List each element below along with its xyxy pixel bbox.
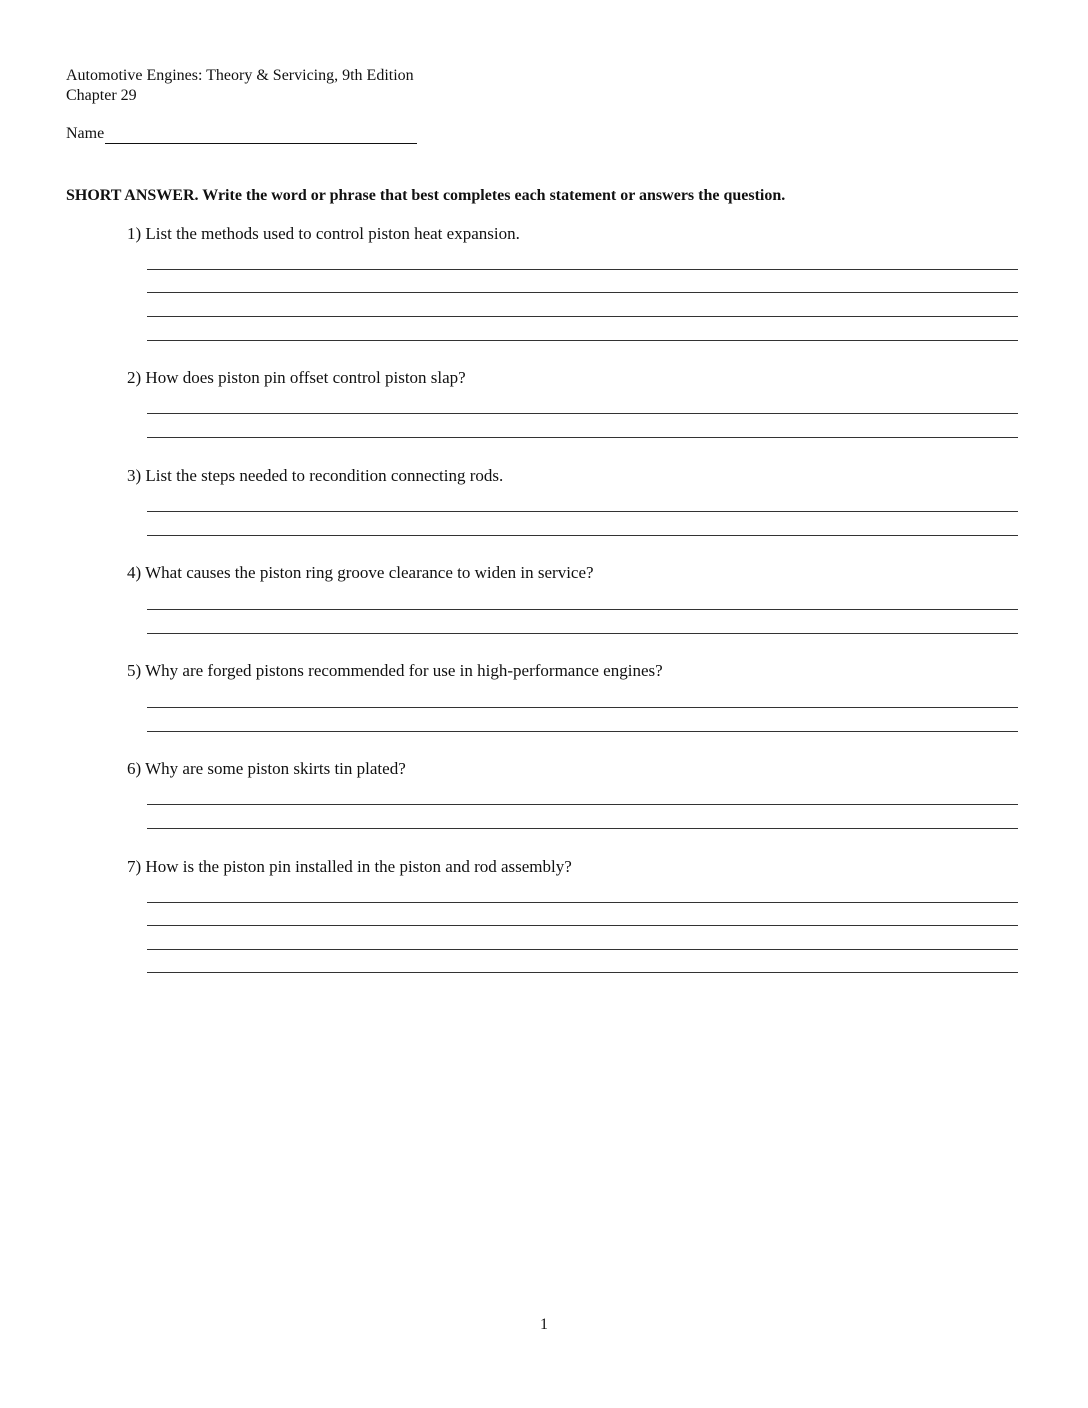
question-number: 3) bbox=[127, 466, 142, 485]
answer-line[interactable] bbox=[147, 707, 1018, 708]
question-5 bbox=[127, 661, 663, 681]
question-number: 5) bbox=[127, 661, 142, 680]
question-6 bbox=[127, 759, 406, 779]
answer-line[interactable] bbox=[147, 340, 1018, 341]
question-number: 2) bbox=[127, 368, 142, 387]
answer-line[interactable] bbox=[147, 731, 1018, 732]
question-number: 4) bbox=[127, 563, 142, 582]
question-number: 1) bbox=[127, 224, 142, 243]
book-title: Automotive Engines: Theory & Servicing, 9th Edition bbox=[66, 67, 414, 84]
name-blank-line[interactable] bbox=[105, 124, 417, 144]
chapter-label: Chapter 29 bbox=[66, 87, 137, 104]
question-text: List the methods used to control piston heat expansion. bbox=[145, 224, 520, 243]
question-text: Why are some piston skirts tin plated? bbox=[145, 759, 406, 778]
answer-line[interactable] bbox=[147, 269, 1018, 270]
page-number: 1 bbox=[540, 1316, 548, 1333]
question-text: How is the piston pin installed in the piston and rod assembly? bbox=[145, 857, 572, 876]
question-4 bbox=[127, 563, 594, 583]
answer-line[interactable] bbox=[147, 804, 1018, 805]
name-row bbox=[66, 124, 417, 144]
answer-line[interactable] bbox=[147, 511, 1018, 512]
answer-line[interactable] bbox=[147, 949, 1018, 950]
answer-line[interactable] bbox=[147, 633, 1018, 634]
question-7 bbox=[127, 857, 572, 877]
question-text: What causes the piston ring groove clearance to widen in service? bbox=[145, 563, 594, 582]
question-text: List the steps needed to recondition connecting rods. bbox=[145, 466, 504, 485]
answer-line[interactable] bbox=[147, 972, 1018, 973]
answer-line[interactable] bbox=[147, 828, 1018, 829]
answer-line[interactable] bbox=[147, 535, 1018, 536]
answer-line[interactable] bbox=[147, 902, 1018, 903]
answer-line[interactable] bbox=[147, 609, 1018, 610]
answer-line[interactable] bbox=[147, 925, 1018, 926]
question-text: How does piston pin offset control piston slap? bbox=[145, 368, 466, 387]
question-1 bbox=[127, 224, 520, 244]
name-label: Name bbox=[66, 125, 105, 142]
answer-line[interactable] bbox=[147, 292, 1018, 293]
question-number: 7) bbox=[127, 857, 142, 876]
answer-line[interactable] bbox=[147, 437, 1018, 438]
question-3 bbox=[127, 466, 503, 486]
question-text: Why are forged pistons recommended for use in high-performance engines? bbox=[145, 661, 663, 680]
instructions: SHORT ANSWER. Write the word or phrase that best completes each statement or answers the question. bbox=[66, 187, 786, 204]
answer-line[interactable] bbox=[147, 413, 1018, 414]
question-number: 6) bbox=[127, 759, 142, 778]
answer-line[interactable] bbox=[147, 316, 1018, 317]
question-2 bbox=[127, 368, 466, 388]
